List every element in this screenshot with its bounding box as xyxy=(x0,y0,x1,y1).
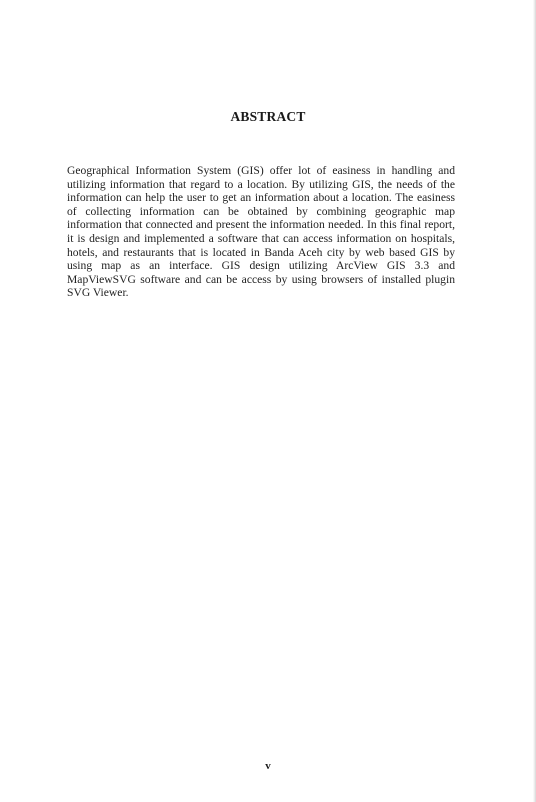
abstract-paragraph: Geographical Information System (GIS) offer lot of easiness in handling and utilizing information that regard to a location. By utilizing GIS, the needs of the information can help the user to get an information about a location. The easiness of collecting information can be obtained by combining geographic map information that connected and present the information needed. In this final report, it is design and implemented a software that can access information on hospitals, hotels, and restaurants that is located in Banda Aceh city by web based GIS by using map as an interface. GIS design utilizing ArcView GIS 3.3 and MapViewSVG software and can be access by using browsers of installed plugin SVG Viewer. xyxy=(67,164,455,300)
abstract-title: ABSTRACT xyxy=(230,109,306,124)
page-number: v xyxy=(265,760,271,772)
